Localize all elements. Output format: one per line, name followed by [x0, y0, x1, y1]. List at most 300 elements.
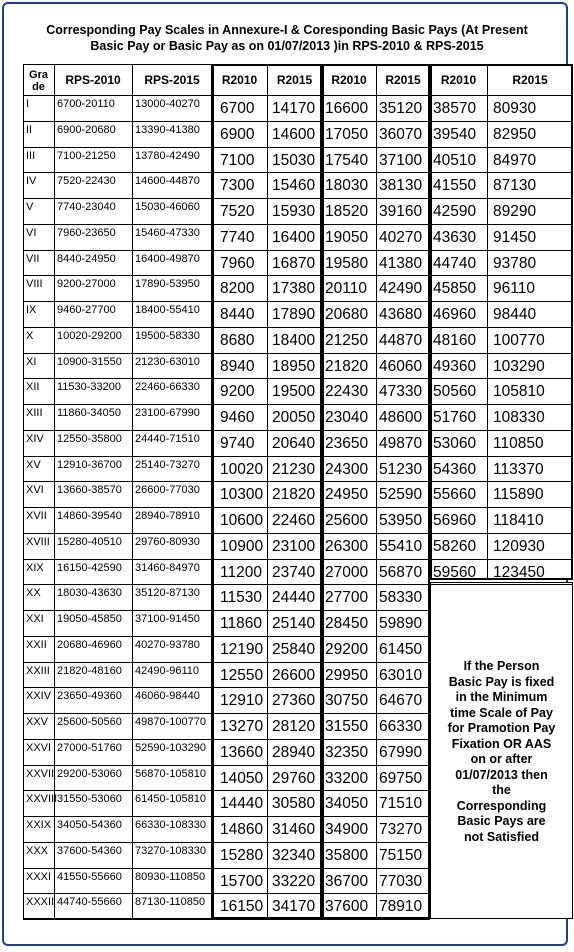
grade-cell: V: [26, 201, 34, 213]
r2010-value: 9460: [220, 409, 255, 426]
row-divider: [23, 842, 430, 843]
rps2010-cell: 6700-20110: [57, 98, 115, 110]
r2015-value: 16870: [272, 255, 316, 272]
r2010-value: 26300: [325, 538, 369, 555]
r2015-value: 100770: [493, 332, 545, 349]
r2015-value: 31460: [272, 821, 316, 838]
r2010-value: 40510: [433, 152, 477, 169]
r2015-value: 17890: [272, 306, 316, 323]
grade-cell: XIX: [26, 562, 44, 574]
rps2015-cell: 17890-53950: [135, 278, 200, 290]
r2015-value: 43680: [379, 306, 423, 323]
rps2015-cell: 16400-49870: [135, 253, 200, 265]
grade-cell: VI: [26, 227, 37, 239]
note-line: time Scale of Pay: [450, 705, 553, 720]
header-rps2015: RPS-2015: [144, 73, 200, 87]
row-divider: [23, 95, 573, 96]
header-rps2010: RPS-2010: [65, 73, 121, 87]
rps2015-cell: 35120-87130: [135, 587, 200, 599]
grade-cell: VIII: [26, 278, 43, 290]
r2015-value: 78910: [379, 898, 423, 915]
grade-cell: XXI: [26, 613, 44, 625]
r2015-value: 89290: [493, 203, 537, 220]
row-divider: [23, 327, 573, 328]
rps2010-cell: 15280-40510: [57, 536, 122, 548]
rps2015-cell: 52590-103290: [135, 742, 206, 754]
r2010-value: 14440: [220, 795, 264, 812]
rps2010-cell: 44740-55660: [57, 896, 122, 908]
rps2015-cell: 37100-91450: [135, 613, 200, 625]
grade-cell: XXIX: [26, 819, 52, 831]
note-line: in the Minimum: [455, 690, 548, 704]
r2015-value: 33220: [272, 873, 316, 890]
rps2015-cell: 80930-110850: [135, 871, 206, 883]
r2015-value: 21820: [272, 486, 316, 503]
rps2015-cell: 15460-47330: [135, 227, 200, 239]
r2010-value: 43630: [433, 229, 477, 246]
row-divider: [23, 301, 573, 302]
r2015-value: 77030: [379, 873, 423, 890]
r2015-value: 14170: [272, 100, 316, 117]
grade-cell: VII: [26, 253, 40, 265]
rps2015-cell: 14600-44870: [135, 175, 200, 187]
grade-cell: II: [26, 124, 33, 136]
r2010-value: 41550: [433, 177, 477, 194]
r2015-value: 91450: [493, 229, 537, 246]
row-divider: [23, 430, 573, 431]
grade-cell: XVI: [26, 484, 44, 496]
header-r2010-b: R2010: [331, 73, 367, 87]
r2010-value: 7100: [220, 152, 255, 169]
rps2010-cell: 11860-34050: [57, 407, 122, 419]
rps2010-cell: 7520-22430: [57, 175, 116, 187]
rps2015-cell: 22460-66330: [135, 381, 200, 393]
r2015-value: 24440: [272, 589, 316, 606]
row-divider: [23, 224, 573, 225]
r2015-value: 80930: [493, 100, 537, 117]
rps2010-cell: 34050-54360: [57, 819, 122, 831]
rps2010-cell: 20680-46960: [57, 639, 122, 651]
r2010-value: 35800: [325, 847, 369, 864]
row-divider: [23, 121, 573, 122]
rps2010-cell: 27000-51760: [57, 742, 122, 754]
grade-cell: XXVI: [26, 742, 52, 754]
r2015-value: 16400: [272, 229, 316, 246]
r2015-value: 42490: [379, 280, 423, 297]
r2010-value: 8940: [220, 358, 255, 375]
r2010-value: 53060: [433, 435, 477, 452]
r2010-value: 13660: [220, 744, 264, 761]
r2010-value: 10020: [220, 461, 264, 478]
rps2010-cell: 37600-54360: [57, 845, 122, 857]
row-divider: [23, 790, 430, 791]
r2015-value: 110850: [493, 435, 544, 452]
r2010-value: 14050: [220, 770, 264, 787]
r2015-value: 28940: [272, 744, 316, 761]
note-line: If the Person: [463, 659, 540, 673]
r2015-value: 67990: [379, 744, 423, 761]
rps2015-cell: 66330-108330: [135, 819, 206, 831]
grade-cell: XXVII: [26, 768, 55, 780]
row-divider: [23, 404, 573, 405]
r2010-value: 8440: [220, 306, 255, 323]
row-divider: [23, 250, 573, 251]
r2015-value: 98440: [493, 306, 537, 323]
row-divider: [23, 919, 430, 920]
grade-cell: III: [26, 150, 36, 162]
r2015-value: 123450: [493, 564, 545, 581]
r2010-value: 39540: [433, 126, 477, 143]
rps2015-cell: 13000-40270: [135, 98, 200, 110]
row-divider: [23, 275, 573, 276]
r2015-value: 58330: [379, 589, 423, 606]
r2010-value: 23040: [325, 409, 369, 426]
r2015-value: 28120: [272, 718, 316, 735]
r2010-value: 7520: [220, 203, 255, 220]
r2015-value: 59890: [379, 615, 423, 632]
grade-cell: XXIII: [26, 665, 50, 677]
grade-cell: XXXI: [26, 871, 52, 883]
grade-cell: XVIII: [26, 536, 50, 548]
r2010-value: 46960: [433, 306, 477, 323]
rps2015-cell: 29760-80930: [135, 536, 200, 548]
grade-cell: X: [26, 330, 34, 342]
rps2015-cell: 56870-105810: [135, 768, 206, 780]
r2010-value: 8200: [220, 280, 255, 297]
r2010-value: 22430: [325, 383, 369, 400]
r2015-value: 23740: [272, 564, 316, 581]
rps2015-cell: 42490-96110: [135, 665, 200, 677]
r2015-value: 52590: [379, 486, 423, 503]
r2010-value: 18520: [325, 203, 369, 220]
r2015-value: 113370: [493, 461, 544, 478]
header-r2010-a: R2010: [221, 73, 258, 87]
r2015-value: 53950: [379, 512, 423, 529]
rps2015-cell: 49870-100770: [135, 716, 206, 728]
row-divider: [23, 172, 573, 173]
r2015-value: 49870: [379, 435, 423, 452]
r2010-value: 19050: [325, 229, 369, 246]
r2010-value: 58260: [433, 538, 477, 555]
r2015-value: 73270: [379, 821, 423, 838]
rps2015-cell: 40270-93780: [135, 639, 200, 651]
r2010-value: 11860: [220, 615, 262, 632]
r2010-value: 17540: [325, 152, 369, 169]
r2015-value: 27360: [272, 692, 316, 709]
r2010-value: 42590: [433, 203, 477, 220]
row-divider: [23, 533, 573, 534]
r2010-value: 25600: [325, 512, 369, 529]
note-line: 01/07/2013 then: [455, 767, 548, 782]
grade-cell: I: [26, 98, 30, 110]
r2015-value: 48600: [379, 409, 423, 426]
r2015-value: 75150: [379, 847, 423, 864]
r2015-value: 40270: [379, 229, 423, 246]
r2015-value: 118410: [493, 512, 544, 529]
rps2010-cell: 10020-29200: [57, 330, 122, 342]
row-divider: [23, 765, 430, 766]
grade-cell: XIII: [26, 407, 43, 419]
r2015-value: 63010: [379, 667, 423, 684]
r2015-value: 44870: [379, 332, 423, 349]
r2010-value: 38570: [433, 100, 477, 117]
r2015-value: 46060: [379, 358, 423, 375]
r2010-value: 17050: [325, 126, 369, 143]
rps2015-cell: 26600-77030: [135, 484, 200, 496]
rps2015-cell: 31460-84970: [135, 562, 200, 574]
page-title: [0, 22, 574, 54]
row-divider: [23, 584, 573, 585]
r2010-value: 10600: [220, 512, 264, 529]
r2015-value: 34170: [272, 898, 316, 915]
r2010-value: 21250: [325, 332, 369, 349]
r2010-value: 55660: [433, 486, 477, 503]
row-divider: [23, 559, 573, 560]
r2015-value: 26600: [272, 667, 316, 684]
r2015-value: 17380: [272, 280, 316, 297]
r2015-value: 47330: [379, 383, 423, 400]
r2015-value: 15930: [272, 203, 316, 220]
row-divider: [23, 507, 573, 508]
r2010-value: 7740: [220, 229, 255, 246]
r2015-value: 55410: [379, 538, 423, 555]
note-line: Basic Pays are: [457, 814, 546, 828]
r2010-value: 27700: [325, 589, 369, 606]
rps2015-cell: 24440-71510: [135, 433, 200, 445]
r2015-value: 18950: [272, 358, 316, 375]
header-r2015-a: R2015: [276, 73, 313, 87]
r2015-value: 56870: [379, 564, 423, 581]
r2010-value: 50560: [433, 383, 477, 400]
r2015-value: 108330: [493, 409, 545, 426]
row-divider: [23, 378, 573, 379]
rps2010-cell: 41550-55660: [57, 871, 122, 883]
r2015-value: 25840: [272, 641, 316, 658]
r2015-value: 29760: [272, 770, 316, 787]
r2015-value: 103290: [493, 358, 545, 375]
rps2015-cell: 21230-63010: [135, 356, 200, 368]
rps2010-cell: 18030-43630: [57, 587, 122, 599]
grade-cell: IX: [26, 304, 37, 316]
rps2010-cell: 21820-48160: [57, 665, 122, 677]
r2010-value: 12190: [220, 641, 264, 658]
r2010-value: 11530: [220, 589, 262, 606]
r2010-value: 27000: [325, 564, 369, 581]
r2015-value: 15030: [272, 152, 316, 169]
r2015-value: 61450: [379, 641, 423, 658]
header-r2015-c: R2015: [512, 73, 548, 87]
r2010-value: 24300: [325, 461, 369, 478]
rps2010-cell: 23650-49360: [57, 690, 122, 702]
r2015-value: 84970: [493, 152, 537, 169]
r2010-value: 10900: [220, 538, 264, 555]
r2010-value: 12910: [220, 692, 264, 709]
header-grade: Gra de: [29, 69, 48, 93]
r2015-value: 15460: [272, 177, 316, 194]
r2015-value: 120930: [493, 538, 545, 555]
rps2010-cell: 9460-27700: [57, 304, 116, 316]
rps2010-cell: 7100-21250: [57, 150, 116, 162]
grade-cell: XI: [26, 356, 37, 368]
r2015-value: 14600: [272, 126, 316, 143]
r2010-value: 34900: [325, 821, 369, 838]
column-divider: [487, 64, 488, 580]
r2015-value: 71510: [379, 795, 423, 812]
grade-cell: XXV: [26, 716, 49, 728]
r2010-value: 28450: [325, 615, 369, 632]
r2010-value: 16600: [325, 100, 369, 117]
r2015-value: 64670: [379, 692, 423, 709]
r2010-value: 21820: [325, 358, 369, 375]
r2010-value: 9200: [220, 383, 255, 400]
r2010-value: 23650: [325, 435, 369, 452]
r2010-value: 7300: [220, 177, 255, 194]
rps2010-cell: 7960-23650: [57, 227, 116, 239]
r2010-value: 9740: [220, 435, 255, 452]
grade-cell: IV: [26, 175, 37, 187]
grade-cell: XXVIII: [26, 793, 58, 805]
r2015-value: 115890: [493, 486, 544, 503]
rps2010-cell: 13660-38570: [57, 484, 122, 496]
rps2010-cell: 7740-23040: [57, 201, 116, 213]
r2015-value: 20640: [272, 435, 316, 452]
note-line: Basic Pay is fixed: [448, 674, 555, 689]
r2010-value: 49360: [433, 358, 477, 375]
r2015-value: 93780: [493, 255, 537, 272]
rps2015-cell: 23100-67990: [135, 407, 200, 419]
note-line: on or after: [470, 752, 533, 766]
r2010-value: 19580: [325, 255, 369, 272]
r2010-value: 13270: [220, 718, 264, 735]
grade-cell: XII: [26, 381, 40, 393]
note-line: not Satisfied: [463, 829, 539, 844]
rps2010-cell: 12550-35800: [57, 433, 122, 445]
rps2015-cell: 13780-42490: [135, 150, 200, 162]
r2010-value: 15700: [220, 873, 264, 890]
r2015-value: 32340: [272, 847, 316, 864]
r2015-value: 87130: [493, 177, 537, 194]
r2015-value: 69750: [379, 770, 423, 787]
r2015-value: 38130: [379, 177, 423, 194]
rps2010-cell: 9200-27000: [57, 278, 116, 290]
rps2015-cell: 61450-105810: [135, 793, 206, 805]
r2010-value: 44740: [433, 255, 477, 272]
r2010-value: 33200: [325, 770, 369, 787]
r2010-value: 24950: [325, 486, 369, 503]
row-divider: [23, 816, 430, 817]
row-divider: [23, 481, 573, 482]
grade-cell: XXII: [26, 639, 47, 651]
r2010-value: 32350: [325, 744, 369, 761]
row-divider: [23, 456, 573, 457]
r2010-value: 18030: [325, 177, 369, 194]
r2010-value: 8680: [220, 332, 255, 349]
rps2010-cell: 25600-50560: [57, 716, 122, 728]
rps2015-cell: 15030-46060: [135, 201, 200, 213]
row-divider: [23, 662, 430, 663]
r2010-value: 29950: [325, 667, 369, 684]
r2015-value: 36070: [379, 126, 423, 143]
title-line-2: Basic Pay or Basic Pay as on 01/07/2013 )in RPS-2010 & RPS-2015: [90, 39, 484, 53]
r2015-value: 23100: [272, 538, 316, 555]
r2010-value: 7960: [220, 255, 255, 272]
rps2015-cell: 13390-41380: [135, 124, 200, 136]
r2010-value: 54360: [433, 461, 477, 478]
rps2010-cell: 10900-31550: [57, 356, 122, 368]
r2010-value: 37600: [325, 898, 369, 915]
note-line: for Pramotion Pay: [447, 721, 556, 735]
r2015-value: 41380: [379, 255, 423, 272]
r2010-value: 16150: [220, 898, 264, 915]
rps2010-cell: 11530-33200: [57, 381, 122, 393]
r2010-value: 59560: [433, 564, 477, 581]
row-divider: [23, 198, 573, 199]
r2010-value: 48160: [433, 332, 477, 349]
header-r2010-c: R2010: [440, 73, 477, 87]
r2015-value: 82950: [493, 126, 537, 143]
rps2010-cell: 19050-45850: [57, 613, 122, 625]
r2015-value: 37100: [379, 152, 423, 169]
r2010-value: 14860: [220, 821, 264, 838]
row-divider: [23, 868, 430, 869]
r2010-value: 29200: [325, 641, 369, 658]
r2015-value: 66330: [379, 718, 423, 735]
rps2015-cell: 18400-55410: [135, 304, 200, 316]
r2010-value: 30750: [325, 692, 369, 709]
r2010-value: 20110: [325, 280, 367, 297]
r2010-value: 31550: [325, 718, 369, 735]
r2010-value: 20680: [325, 306, 369, 323]
r2015-value: 22460: [272, 512, 316, 529]
rps2015-cell: 87130-110850: [135, 896, 206, 908]
r2010-value: 6700: [220, 100, 255, 117]
r2015-value: 20050: [272, 409, 316, 426]
r2010-value: 45850: [433, 280, 477, 297]
rps2015-cell: 73270-108330: [135, 845, 206, 857]
r2010-value: 36700: [325, 873, 369, 890]
row-divider: [23, 687, 430, 688]
r2010-value: 56960: [433, 512, 477, 529]
r2010-value: 6900: [220, 126, 255, 143]
row-divider: [23, 147, 573, 148]
rps2010-cell: 8440-24950: [57, 253, 116, 265]
rps2010-cell: 31550-53060: [57, 793, 122, 805]
header-r2015-b: R2015: [385, 73, 421, 87]
r2010-value: 11200: [220, 564, 262, 581]
r2010-value: 15280: [220, 847, 264, 864]
r2015-value: 30580: [272, 795, 316, 812]
row-divider: [23, 713, 430, 714]
r2015-value: 25140: [272, 615, 316, 632]
note-line: Fixation OR AAS: [451, 736, 552, 751]
r2015-value: 19500: [272, 383, 316, 400]
r2010-value: 12550: [220, 667, 264, 684]
rps2010-cell: 16150-42590: [57, 562, 122, 574]
grade-cell: XX: [26, 587, 41, 599]
r2015-value: 51230: [379, 461, 423, 478]
row-divider: [23, 739, 430, 740]
title-line-1: Corresponding Pay Scales in Annexure-I & Coresponding Basic Pays (At Present: [46, 23, 528, 37]
row-divider: [23, 636, 430, 637]
r2015-value: 105810: [493, 383, 545, 400]
grade-cell: XXX: [26, 845, 49, 857]
r2015-value: 18400: [272, 332, 316, 349]
grade-cell: XXXII: [26, 896, 55, 908]
note-line: the: [492, 783, 511, 797]
r2015-value: 96110: [493, 280, 535, 297]
rps2010-cell: 12910-36700: [57, 459, 122, 471]
row-divider: [23, 353, 573, 354]
